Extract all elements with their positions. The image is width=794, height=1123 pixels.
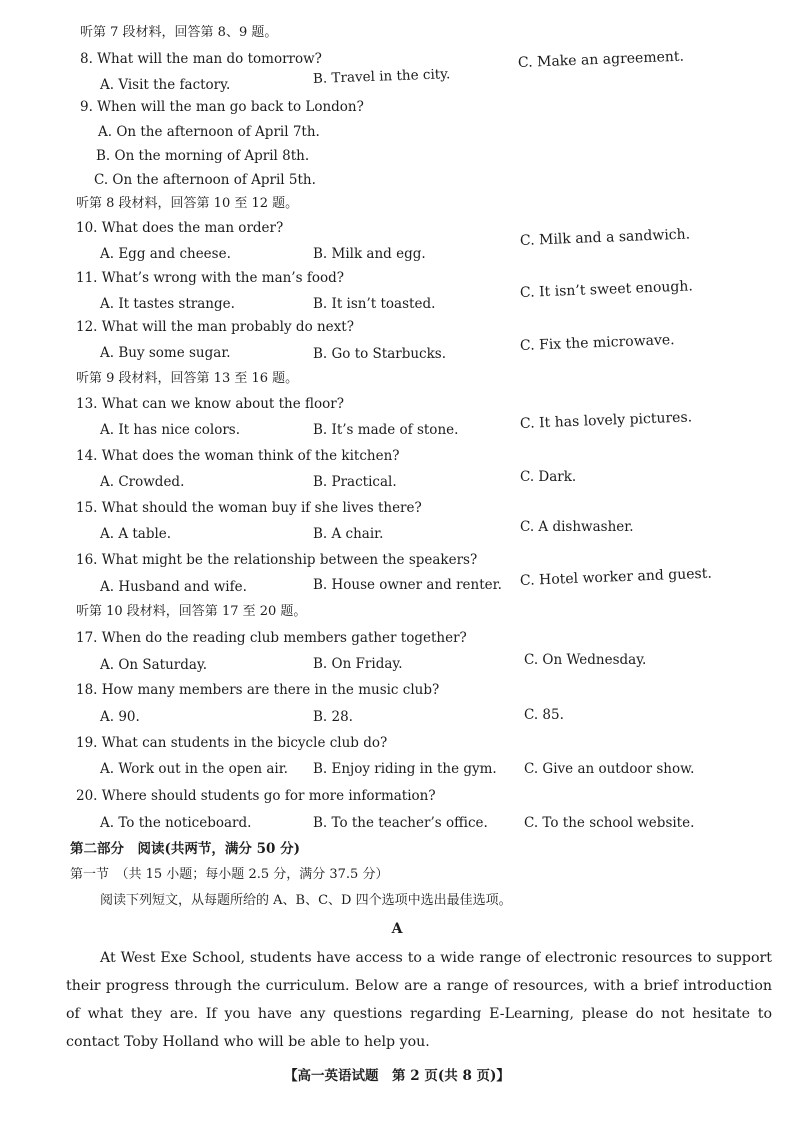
question-14-option-c: C. Dark. bbox=[520, 469, 577, 485]
question-8-option-b: B. Travel in the city. bbox=[312, 66, 451, 87]
question-20-option-a: A. To the noticeboard. bbox=[100, 815, 252, 831]
question-18-stem: 18. How many members are there in the music club? bbox=[76, 682, 440, 698]
question-12-stem: 12. What will the man probably do next? bbox=[76, 319, 354, 335]
question-11-option-a: A. It tastes strange. bbox=[100, 296, 235, 312]
question-19-stem: 19. What can students in the bicycle club do? bbox=[76, 735, 388, 751]
question-18-option-a: A. 90. bbox=[100, 709, 140, 725]
question-13-option-b: B. It’s made of stone. bbox=[313, 422, 459, 438]
question-15-stem: 15. What should the woman buy if she lives there? bbox=[76, 500, 422, 516]
question-14-stem: 14. What does the woman think of the kitchen? bbox=[76, 448, 400, 464]
question-17-option-c: C. On Wednesday. bbox=[524, 652, 647, 668]
question-8-stem: 8. What will the man do tomorrow? bbox=[80, 51, 322, 67]
section-1-heading: 第一节 （共 15 小题；每小题 2.5 分，满分 37.5 分） bbox=[70, 867, 389, 882]
question-12-option-c: C. Fix the microwave. bbox=[519, 332, 675, 354]
question-14-option-a: A. Crowded. bbox=[100, 474, 185, 490]
question-19-option-c: C. Give an outdoor show. bbox=[524, 761, 695, 777]
reading-instruction: 阅读下列短文，从每题所给的 A、B、C、D 四个选项中选出最佳选项。 bbox=[100, 893, 512, 908]
question-11-stem: 11. What’s wrong with the man’s food? bbox=[76, 270, 344, 286]
question-16-option-a: A. Husband and wife. bbox=[100, 579, 247, 595]
question-8-option-c: C. Make an agreement. bbox=[517, 48, 685, 71]
passage-label: A bbox=[391, 921, 403, 937]
listening-section-9-heading: 听第 9 段材料，回答第 13 至 16 题。 bbox=[76, 371, 299, 386]
question-10-option-a: A. Egg and cheese. bbox=[100, 246, 231, 262]
question-16-stem: 16. What might be the relationship between the speakers? bbox=[76, 552, 478, 568]
question-8-option-a: A. Visit the factory. bbox=[100, 77, 231, 93]
question-11-option-b: B. It isn’t toasted. bbox=[313, 296, 436, 312]
question-19-option-b: B. Enjoy riding in the gym. bbox=[313, 761, 497, 777]
question-18-option-c: C. 85. bbox=[524, 707, 564, 723]
question-17-stem: 17. When do the reading club members gather together? bbox=[76, 630, 467, 646]
question-14-option-b: B. Practical. bbox=[313, 474, 397, 490]
question-20-option-c: C. To the school website. bbox=[524, 815, 695, 831]
question-12-option-b: B. Go to Starbucks. bbox=[313, 346, 447, 362]
question-19-option-a: A. Work out in the open air. bbox=[100, 761, 288, 777]
part-2-heading: 第二部分 阅读(共两节，满分 50 分) bbox=[70, 841, 300, 857]
question-15-option-a: A. A table. bbox=[100, 526, 172, 542]
question-10-option-c: C. Milk and a sandwich. bbox=[519, 226, 691, 249]
question-13-stem: 13. What can we know about the floor? bbox=[76, 396, 344, 412]
question-10-stem: 10. What does the man order? bbox=[76, 220, 284, 236]
question-16-option-c: C. Hotel worker and guest. bbox=[519, 565, 713, 589]
question-10-option-b: B. Milk and egg. bbox=[313, 246, 426, 262]
question-9-option-b: B. On the morning of April 8th. bbox=[96, 148, 310, 164]
question-20-stem: 20. Where should students go for more information? bbox=[76, 788, 436, 804]
question-9-stem: 9. When will the man go back to London? bbox=[80, 99, 364, 115]
listening-section-10-heading: 听第 10 段材料，回答第 17 至 20 题。 bbox=[76, 604, 307, 619]
question-9-option-c: C. On the afternoon of April 5th. bbox=[94, 172, 316, 188]
page-footer: 【高一英语试题 第 2 页(共 8 页)】 bbox=[284, 1068, 510, 1084]
question-13-option-a: A. It has nice colors. bbox=[100, 422, 241, 438]
question-15-option-b: B. A chair. bbox=[313, 526, 384, 542]
question-11-option-c: C. It isn’t sweet enough. bbox=[519, 278, 694, 301]
question-16-option-b: B. House owner and renter. bbox=[313, 577, 502, 593]
question-17-option-b: B. On Friday. bbox=[313, 656, 403, 672]
question-12-option-a: A. Buy some sugar. bbox=[100, 345, 231, 361]
question-17-option-a: A. On Saturday. bbox=[100, 657, 208, 673]
question-20-option-b: B. To the teacher’s office. bbox=[313, 815, 488, 831]
listening-section-8-heading: 听第 8 段材料，回答第 10 至 12 题。 bbox=[76, 196, 299, 211]
question-15-option-c: C. A dishwasher. bbox=[520, 519, 634, 535]
passage-a-text: At West Exe School, students have access to a wide range of electronic resources to support their progress through the curriculum. Below are a range of resources, with a brief introduction of what they are. If you have any questions regarding E-Learning, please do not hesitate to contact Toby Holland who will be able to help you. bbox=[66, 950, 772, 1050]
question-13-option-c: C. It has lovely pictures. bbox=[519, 409, 693, 432]
question-18-option-b: B. 28. bbox=[313, 709, 353, 725]
question-9-option-a: A. On the afternoon of April 7th. bbox=[98, 124, 320, 140]
listening-section-7-heading: 听第 7 段材料，回答第 8、9 题。 bbox=[80, 25, 278, 40]
